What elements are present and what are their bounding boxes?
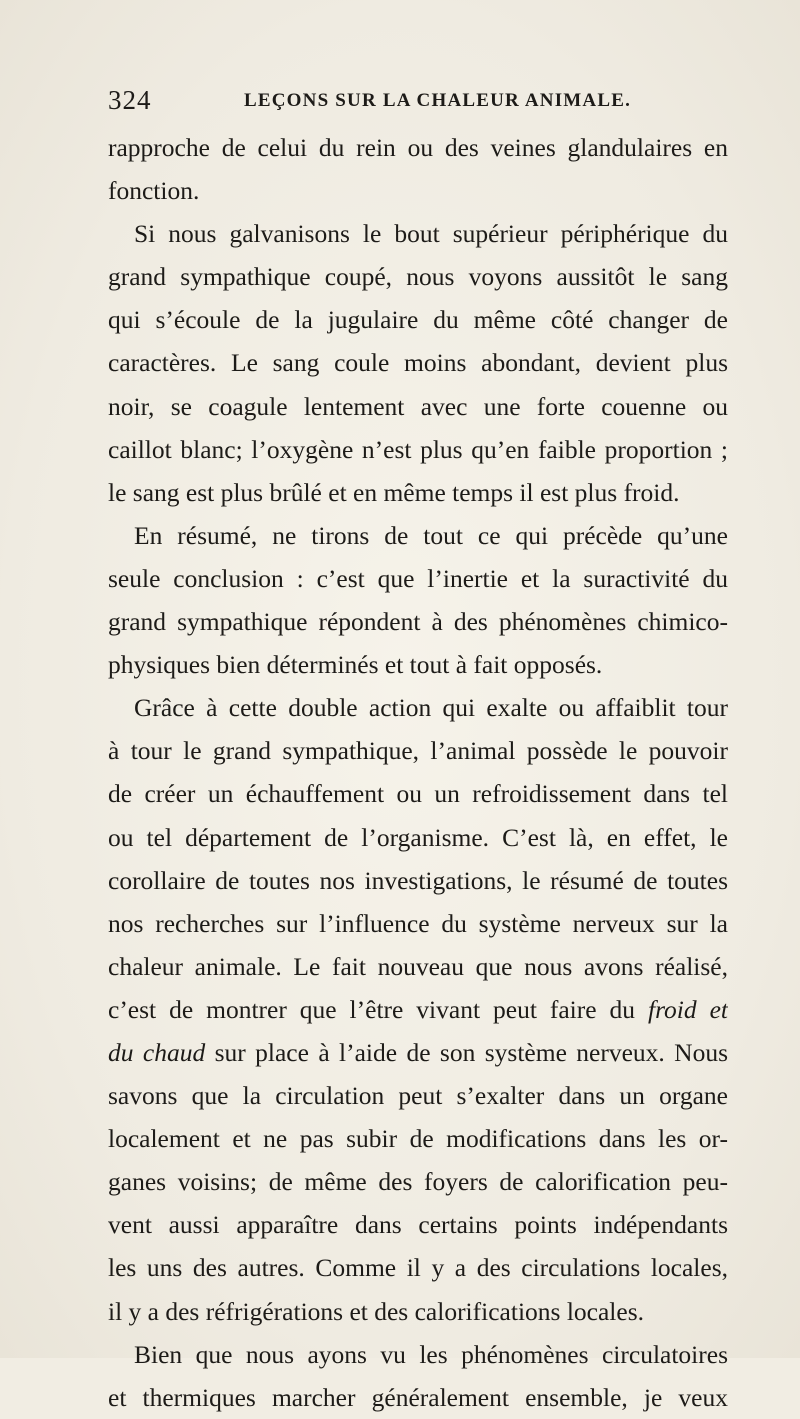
line-text: nos recherches sur l’influence du système nerveux sur la	[108, 908, 728, 938]
text-line	[108, 816, 728, 859]
line-text: noir, se coagule lentement avec une forte couenne ou	[108, 391, 728, 421]
text-line	[108, 988, 728, 1031]
body-text	[108, 126, 728, 1419]
text-line	[108, 945, 728, 988]
line-text: seule conclusion : c’est que l’inertie et la suractivité du	[108, 563, 728, 593]
page-number: 324	[108, 85, 152, 115]
line-text: localement et ne pas subir de modifications dans les or-	[108, 1124, 728, 1154]
text-line	[108, 1074, 728, 1117]
line-text: chaleur animale. Le fait nouveau que nous avons réalisé,	[108, 951, 728, 981]
text-line	[108, 255, 728, 298]
line-text: savons que la circulation peut s’exalter dans un organe	[108, 1081, 728, 1111]
text-line	[108, 341, 728, 384]
text-line	[108, 1160, 728, 1203]
line-text: corollaire de toutes nos investigations, le résumé de toutes	[108, 865, 728, 895]
text-line	[108, 212, 728, 255]
line-text: vent aussi apparaître dans certains points indépendants	[108, 1210, 728, 1240]
line-text: ou tel département de l’organisme. C’est là, en effet, le	[108, 822, 728, 852]
line-text: Bien que nous ayons vu les phénomènes circulatoires	[134, 1339, 728, 1369]
text-line	[108, 859, 728, 902]
line-text: En résumé, ne tirons de tout ce qui précède qu’une	[134, 520, 728, 550]
text-line	[108, 471, 728, 514]
text-line	[108, 514, 728, 557]
italic-text: du chaud	[108, 1037, 206, 1067]
text-line	[108, 298, 728, 341]
text-line	[108, 1333, 728, 1376]
line-text: grand sympathique coupé, nous voyons aussitôt le sang	[108, 262, 728, 292]
text-line	[108, 385, 728, 428]
line-text: sur place à l’aide de son système nerveux. Nous	[205, 1037, 728, 1067]
text-line	[108, 1031, 728, 1074]
line-text: les uns des autres. Comme il y a des circulations locales,	[108, 1253, 728, 1283]
italic-text: froid et	[647, 994, 728, 1024]
page-header	[108, 80, 728, 120]
line-text: fonction.	[108, 176, 200, 206]
line-text: caractères. Le sang coule moins abondant, devient plus	[108, 348, 728, 378]
text-line	[108, 428, 728, 471]
text-line	[108, 1376, 728, 1419]
text-line	[108, 600, 728, 643]
text-line	[108, 643, 728, 686]
text-line	[108, 1246, 728, 1289]
line-text: de créer un échauffement ou un refroidissement dans tel	[108, 779, 728, 809]
line-text: Grâce à cette double action qui exalte ou affaiblit tour	[134, 693, 728, 723]
line-text: à tour le grand sympathique, l’animal possède le pouvoir	[108, 736, 728, 766]
text-line	[108, 686, 728, 729]
line-text: Si nous galvanisons le bout supérieur périphérique du	[134, 219, 728, 249]
line-text: qui s’écoule de la jugulaire du même côté changer de	[108, 305, 728, 335]
line-text: le sang est plus brûlé et en même temps il est plus froid.	[108, 477, 680, 507]
text-line	[108, 902, 728, 945]
running-title: LEÇONS SUR LA CHALEUR ANIMALE.	[244, 90, 632, 111]
text-line	[108, 772, 728, 815]
line-text: grand sympathique répondent à des phénomènes chimico-	[108, 607, 728, 637]
text-line	[108, 1290, 728, 1333]
line-text: et thermiques marcher généralement ensemble, je veux	[108, 1382, 728, 1412]
line-text: il y a des réfrigérations et des calorifications locales.	[108, 1296, 644, 1326]
line-text: physiques bien déterminés et tout à fait opposés.	[108, 650, 603, 680]
text-line	[108, 1117, 728, 1160]
text-line	[108, 729, 728, 772]
text-line	[108, 557, 728, 600]
text-line	[108, 126, 728, 169]
line-text: ganes voisins; de même des foyers de calorification peu-	[108, 1167, 728, 1197]
line-text: caillot blanc; l’oxygène n’est plus qu’en faible proportion ;	[108, 434, 728, 464]
line-text: rapproche de celui du rein ou des veines glandulaires en	[108, 133, 728, 162]
line-text: c’est de montrer que l’être vivant peut faire du	[108, 994, 648, 1024]
text-line	[108, 1203, 728, 1246]
text-line	[108, 169, 728, 212]
